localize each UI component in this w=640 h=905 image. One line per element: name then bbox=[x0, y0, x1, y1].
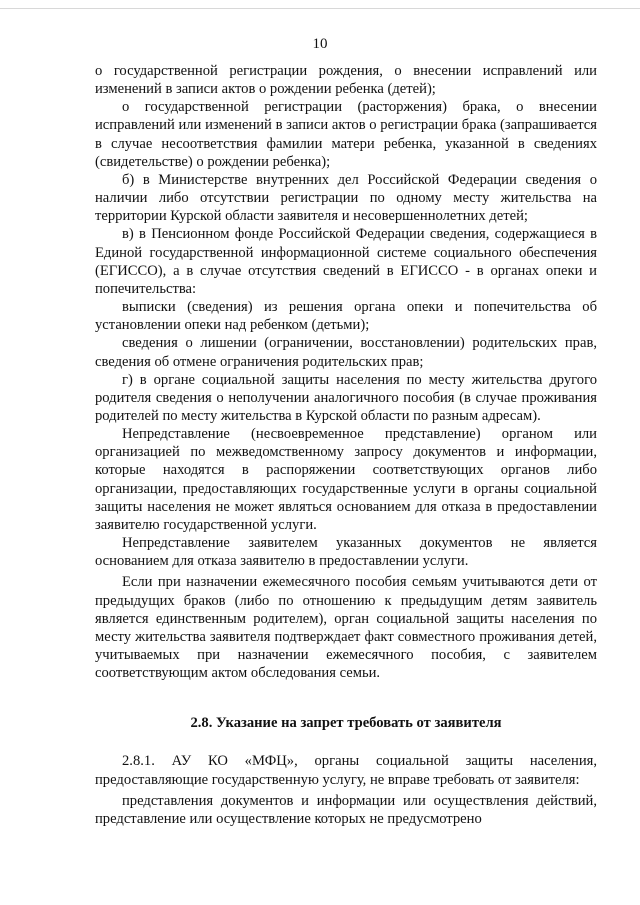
paragraph-non-submission-applicant: Непредставление заявителем указанных документов не является основанием для отказа заявителю в предоставлении услуги. bbox=[95, 535, 597, 570]
scan-edge-line bbox=[0, 8, 640, 9]
paragraph-parental-rights: сведения о лишении (ограничении, восстановлении) родительских прав, сведения об отмене ограничения родительских прав; bbox=[95, 335, 597, 370]
paragraph-pension-fund: в) в Пенсионном фонде Российской Федерации сведения, содержащиеся в Единой государственной информационной системе социального обеспечения (ЕГИССО), а в случае отсутствия сведений в ЕГИССО - в органах опеки и попечительства: bbox=[95, 226, 597, 297]
paragraph-2-8-1: 2.8.1. АУ КО «МФЦ», органы социальной защиты населения, предоставляющие государственную услугу, не вправе требовать от заявителя: bbox=[95, 753, 597, 788]
paragraph-social-protection: г) в органе социальной защиты населения по месту жительства другого родителя сведения о неполучении аналогичного пособия (в случае проживания родителей по месту жительства в Курской области по разным адресам). bbox=[95, 371, 597, 424]
paragraph-non-submission-org: Непредставление (несвоевременное представление) органом или организацией по межведомственному запросу документов и информации, которые находятся в распоряжении соответствующих органов либо организации, предоставляющих государственные услуги в органы социальной защиты населения не может являться основанием для отказа в предоставлении заявителю государственной услуги. bbox=[95, 426, 597, 533]
paragraph-guardianship-extract: выписки (сведения) из решения органа опеки и попечительства об установлении опеки над ребенком (детьми); bbox=[95, 299, 597, 334]
paragraph-mvd: б) в Министерстве внутренних дел Российской Федерации сведения о наличии либо отсутствии регистрации по одному месту жительства на территории Курской области заявителя и несовершеннолетних детей; bbox=[95, 171, 597, 225]
document-body bbox=[95, 62, 597, 828]
paragraph-marriage-registration: о государственной регистрации (расторжения) брака, о внесении исправлений или изменений в записи актов о регистрации брака (запрашивается в случае несоответствия фамилии матери ребенка, указанной в сведениях (свидетельстве) о рождении ребенка); bbox=[95, 99, 597, 170]
paragraph-documents-submission: представления документов и информации или осуществления действий, представление или осуществление которых не предусмотрено bbox=[95, 792, 597, 827]
section-heading: 2.8. Указание на запрет требовать от заявителя bbox=[190, 715, 502, 732]
paragraph-birth-registration: о государственной регистрации рождения, о внесении исправлений или изменений в записи актов о рождении ребенка (детей); bbox=[95, 63, 597, 98]
page-number: 10 bbox=[312, 36, 328, 52]
paragraph-previous-marriages: Если при назначении ежемесячного пособия семьям учитываются дети от предыдущих браков (либо по отношению к предыдущим детям заявитель является единственным родителем), орган социальной защиты населения по месту жительства заявителя подтверждает факт совместного проживания детей, учитываемых при назначении ежемесячного пособия, с заявителем соответствующим актом обследования семьи. bbox=[95, 574, 597, 682]
